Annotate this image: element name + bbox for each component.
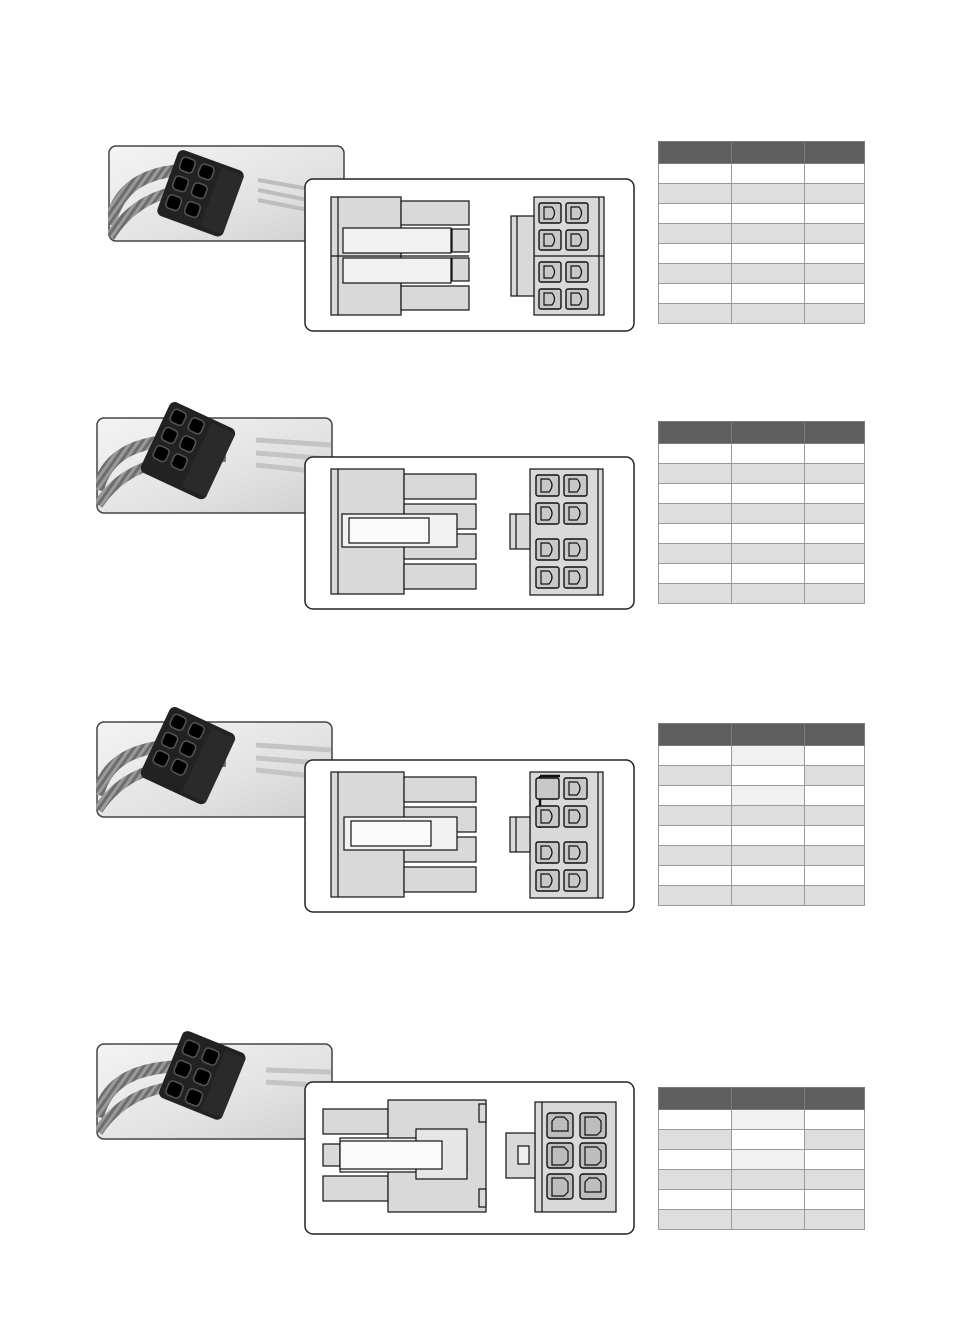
- pin-table: [658, 141, 865, 324]
- table-row: [659, 184, 865, 204]
- table-row: [659, 746, 865, 766]
- sleeved-8pin-connector-photo-icon: [96, 395, 334, 515]
- table-row: [659, 1170, 865, 1190]
- table-row: [659, 786, 865, 806]
- table-row: [659, 484, 865, 504]
- table-row: [659, 444, 865, 464]
- table-row: [659, 224, 865, 244]
- sleeved-8pin-connector-photo-icon: [96, 700, 334, 820]
- pin-table-header: [659, 422, 865, 444]
- 8pin-connector-diagram-icon: [304, 456, 636, 611]
- table-row: [659, 1190, 865, 1210]
- table-row: [659, 284, 865, 304]
- pin-table-header: [659, 142, 865, 164]
- table-row: [659, 886, 865, 906]
- table-row: [659, 826, 865, 846]
- pin-table-header: [659, 1088, 865, 1110]
- table-row: [659, 806, 865, 826]
- table-row: [659, 544, 865, 564]
- 8pin-connector-diagram-icon: [304, 178, 636, 333]
- sleeved-6pin-connector-photo-icon: [96, 1022, 334, 1142]
- pin-table: [658, 1087, 865, 1230]
- table-row: [659, 304, 865, 324]
- table-row: [659, 564, 865, 584]
- table-row: [659, 766, 865, 786]
- table-row: [659, 244, 865, 264]
- table-row: [659, 164, 865, 184]
- 8pin-connector-diagram-icon: [304, 759, 636, 914]
- table-row: [659, 584, 865, 604]
- table-row: [659, 464, 865, 484]
- table-row: [659, 1110, 865, 1130]
- table-row: [659, 1130, 865, 1150]
- table-row: [659, 204, 865, 224]
- pin-table: [658, 421, 865, 604]
- table-row: [659, 1150, 865, 1170]
- pin-table-header: [659, 724, 865, 746]
- table-row: [659, 504, 865, 524]
- table-row: [659, 846, 865, 866]
- table-row: [659, 1210, 865, 1230]
- table-row: [659, 866, 865, 886]
- 6pin-connector-diagram-icon: [304, 1081, 636, 1236]
- pin-table: [658, 723, 865, 906]
- table-row: [659, 264, 865, 284]
- table-row: [659, 524, 865, 544]
